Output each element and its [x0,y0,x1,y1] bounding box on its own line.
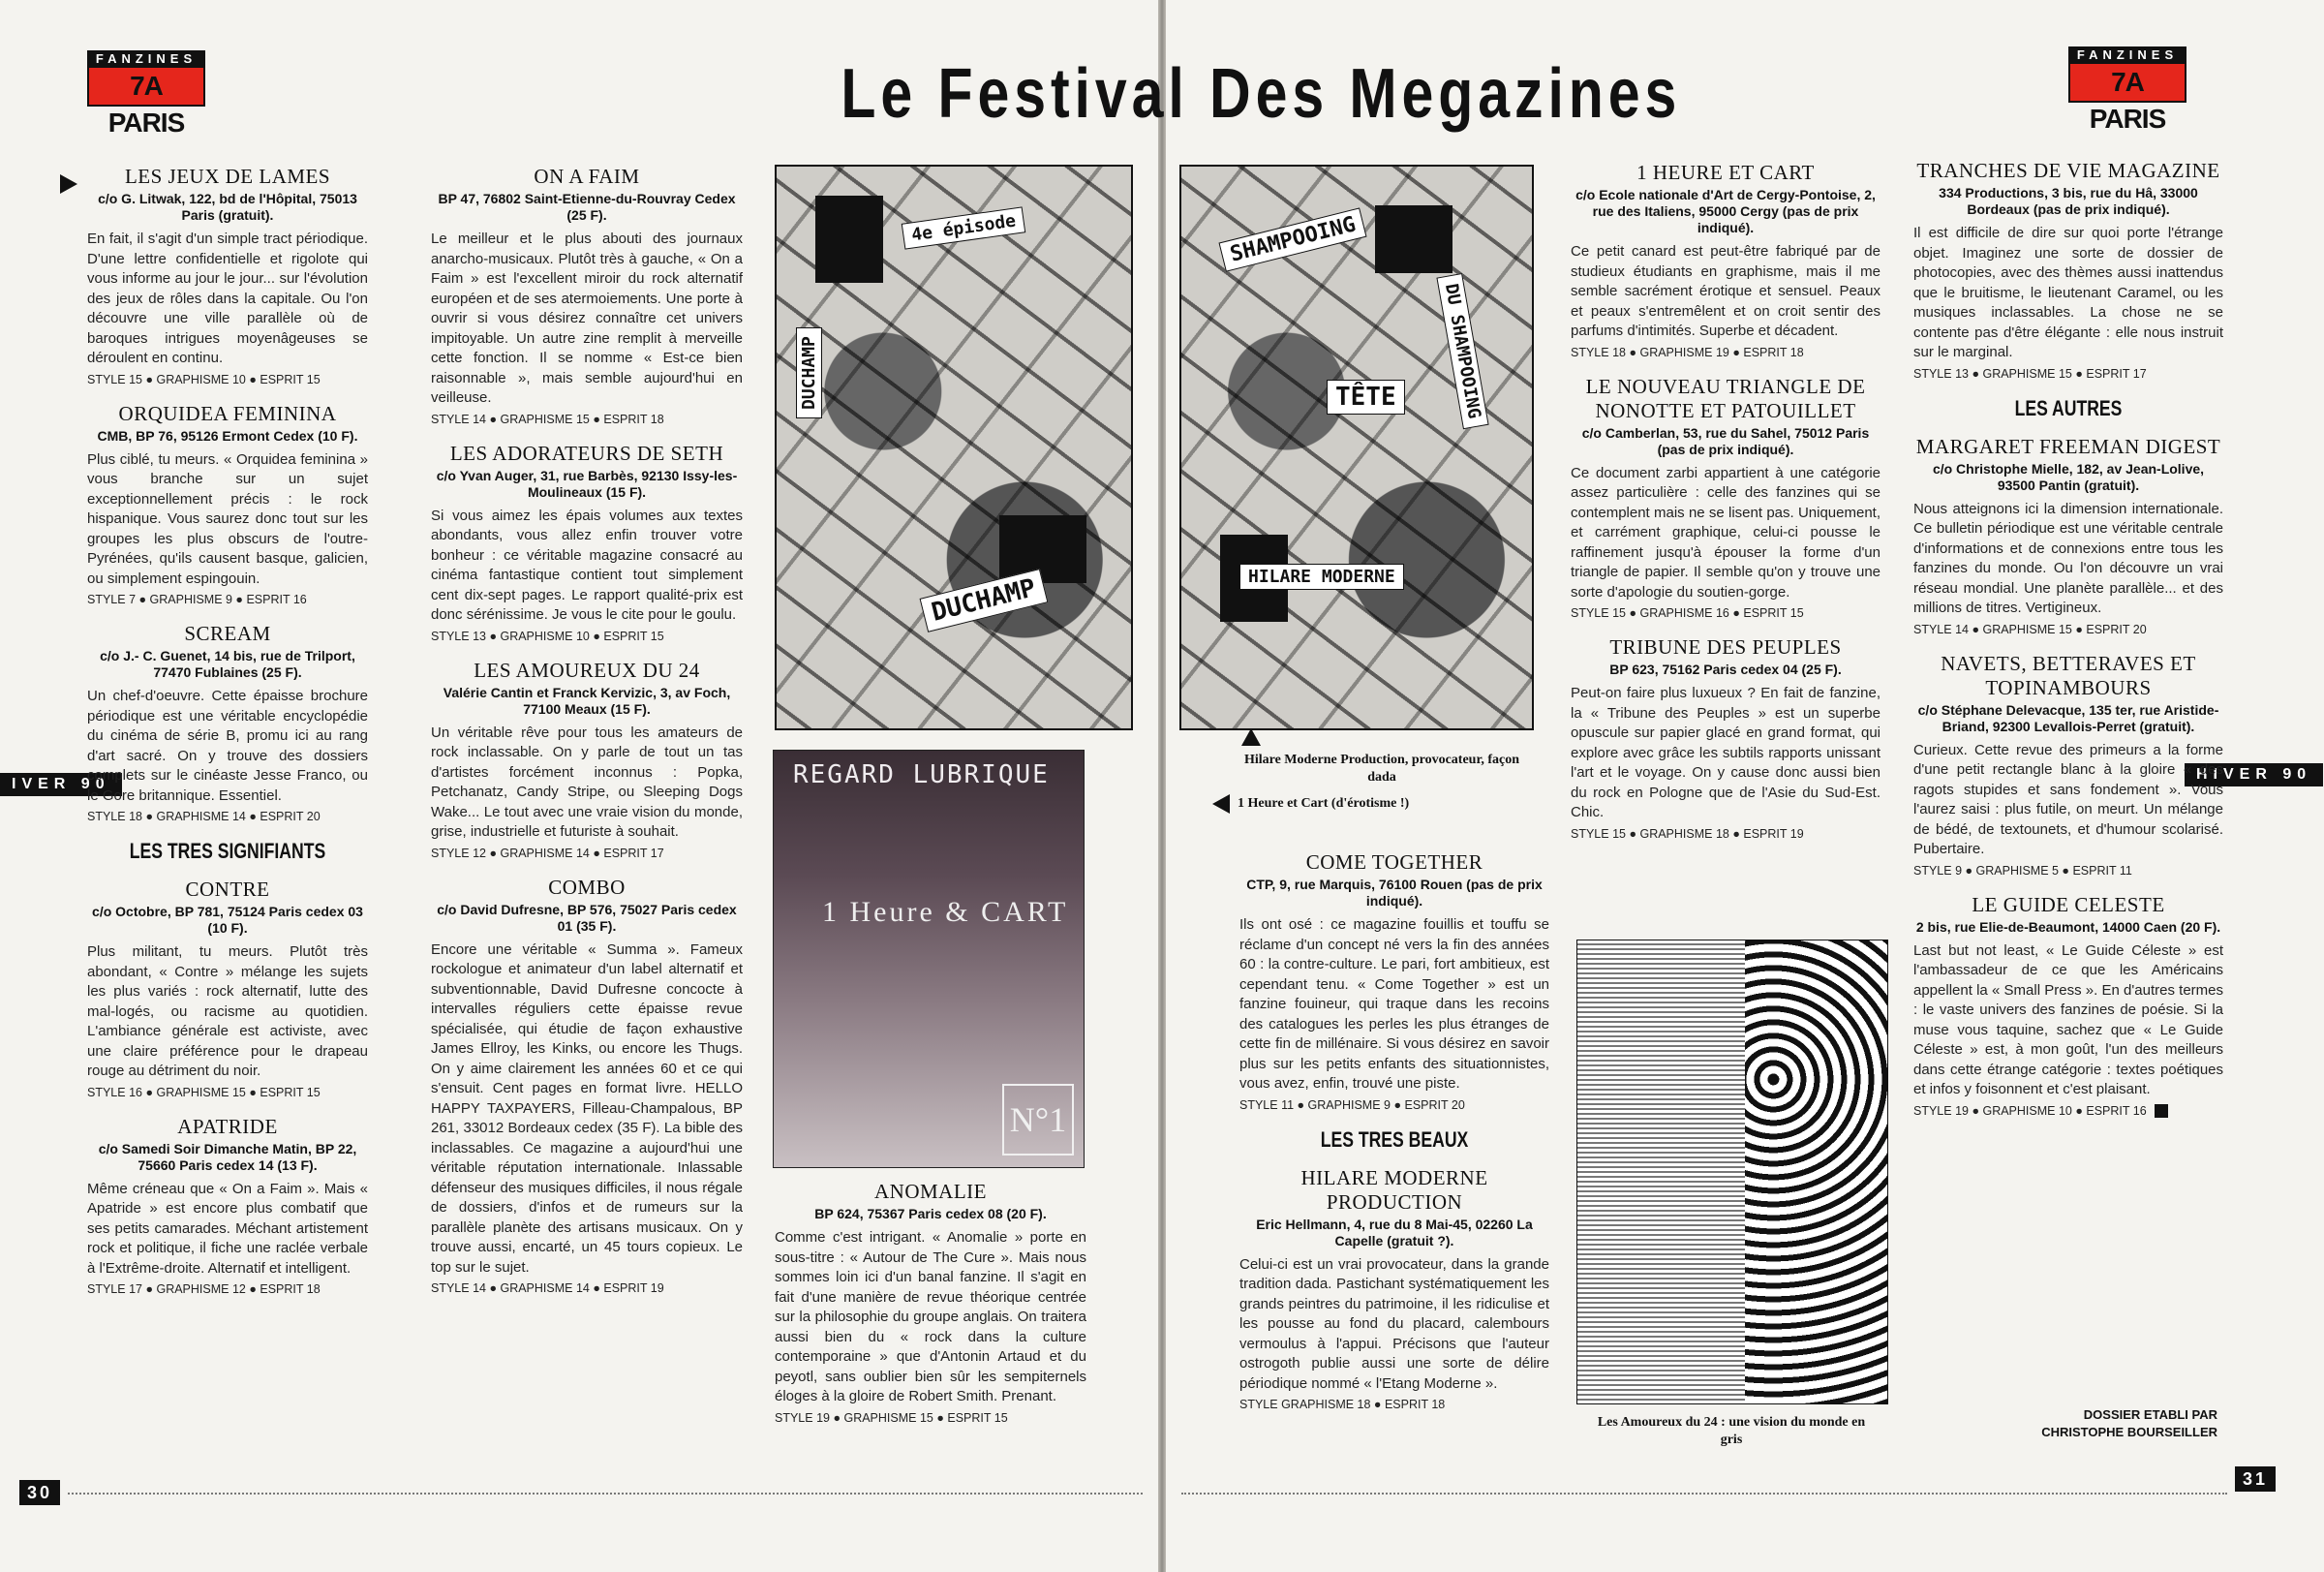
season-tag-right: HIVER 90 [2185,763,2323,786]
entry-ratings: STYLE 18 ● GRAPHISME 14 ● ESPRIT 20 [87,810,321,823]
entry-body: Ce document zarbi appartient à une catégorie assez particulière : celle des fanzines qui se contemplent mais ne se lisent pas. Uniquement, et carrément graphique, celui-ci pousse le raffinement jusqu'à épouser la forme d'un triangle de papier. Il semble qu'on y trouve une sorte d'apologie du soutien-gorge. [1571,464,1881,601]
entry-address: Eric Hellmann, 4, rue du 8 Mai-45, 02260 La Capelle (gratuit ?). [1256,1216,1533,1248]
entry-title: LES JEUX DE LAMES [124,165,331,188]
fanzine-entry [1239,1166,1549,1412]
caption-heure-row [1212,794,1409,814]
page-number-right: 31 [2235,1466,2276,1492]
entry-title: MARGARET FREEMAN DIGEST [1915,434,2221,458]
footer-rule-left [68,1493,1143,1495]
fanzines-tag-right [2068,46,2186,134]
fanzine-entry [1913,159,2223,381]
collage-strip: DUCHAMP [920,569,1048,632]
fanzine-entry [775,1180,1086,1425]
spine-gutter [1158,0,1166,1572]
entry-body: Ce petit canard est peut-être fabriqué par de studieux étudiants en graphisme, mais il me semble sacrément érotique et sensuel. Peaux et peaux s'entremêlent et on croit sentir des parfums d'intimités. Superbe et décadent. [1571,243,1881,339]
entry-ratings: STYLE 14 ● GRAPHISME 15 ● ESPRIT 18 [431,412,664,426]
entry-address: c/o Yvan Auger, 31, rue Barbès, 92130 Issy-les-Moulineaux (15 F). [436,467,738,500]
entry-body: Même créneau que « On a Faim ». Mais « Apatride » est encore plus combatif que ses petits camarades. Méchant artistement rock et politique, il fiche une raclée verbale à l'Extrême-droite. Alternatif et intelligent. [87,1180,368,1277]
column-4b [1239,850,1549,1427]
entry-address: 334 Productions, 3 bis, rue du Hâ, 33000 Bordeaux (pas de prix indiqué). [1939,185,2198,217]
fanzines-label: FANZINES [2068,46,2186,64]
entry-ratings: STYLE 7 ● GRAPHISME 9 ● ESPRIT 16 [87,593,307,606]
fanzine-entry [1913,435,2223,636]
entry-address: c/o David Dufresne, BP 576, 75027 Paris cedex 01 (35 F). [437,901,737,934]
entry-title: COME TOGETHER [1305,850,1483,874]
entry-ratings: STYLE 16 ● GRAPHISME 15 ● ESPRIT 15 [87,1085,321,1099]
entry-ratings: STYLE 19 ● GRAPHISME 10 ● ESPRIT 16 [1913,1104,2223,1119]
column-4 [1571,161,1881,856]
entry-address: BP 623, 75162 Paris cedex 04 (25 F). [1609,662,1842,677]
fanzine-entry [1239,850,1549,1112]
entry-title: 1 HEURE ET CART [1636,161,1815,184]
entry-address: c/o G. Litwak, 122, bd de l'Hôpital, 75013 Paris (gratuit). [98,191,357,223]
entry-title: ON A FAIM [534,165,640,188]
entry-ratings: STYLE 13 ● GRAPHISME 10 ● ESPRIT 15 [431,629,664,643]
entry-ratings: STYLE 14 ● GRAPHISME 15 ● ESPRIT 20 [1913,622,2147,636]
arrow-right-icon [60,174,77,194]
spread-title: Le Festival Des Megazines [841,55,1682,133]
section-badge: 7A PARIS [87,68,205,107]
entry-address: c/o Christophe Mielle, 182, av Jean-Lolive, 93500 Pantin (gratuit). [1932,460,2205,493]
entry-address: CMB, BP 76, 95126 Ermont Cedex (10 F). [97,427,358,444]
fanzine-entry [431,659,743,860]
entry-title: COMBO [548,875,626,899]
credit-line2: CHRISTOPHE BOURSEILLER [2041,1425,2217,1439]
fanzine-entry [1571,161,1881,359]
entry-address: c/o Camberlan, 53, rue du Sahel, 75012 Paris (pas de prix indiqué). [1581,424,1870,457]
entry-body: Celui-ci est un vrai provocateur, dans la grande tradition dada. Pastichant systématiquement les grands peintres du patrimoine, il les ridiculise et les pousse au fond du placard, calembours vermoulus à l'appui. Précisons que l'auteur ostrogoth publie aussi une sorte de délire périodique nommé « l'Etang Moderne ». [1239,1255,1549,1392]
entry-body: Si vous aimez les épais volumes aux textes abondants, vous allez enfin trouver votre bonheur : ce véritable magazine consacré au cinéma fantastique contient tout simplement cent dix-sept pages. Le rapport qualité-prix est donc sérénissime. Je vous le cite pour le goulu. [431,507,743,623]
entry-address: BP 47, 76802 Saint-Etienne-du-Rouvray Cedex (25 F). [438,191,736,223]
section-badge: 7A PARIS [2068,64,2186,103]
fanzine-entry [87,1115,368,1297]
collage-strip: 4e épisode [902,206,1026,249]
credit-line1: DOSSIER ETABLI PAR [2083,1407,2217,1422]
entry-body: Il est difficile de dire sur quoi porte l'étrange objet. Imaginez une sorte de dossier de photocopies, avec des thèmes aussi inattendus que le bruitisme, le lieutenant Caramel, ou les musiques inclassables. La chose ne se contente pas d'être élégante : elle nous instruit sur le marginal. [1913,225,2223,360]
entry-body: Comme c'est intrigant. « Anomalie » porte en sous-titre : « Autour de The Cure ». Mais nous sommes loin ici d'un banal fanzine. Il s'agit en fait d'une manière de revue théorique centrée sur la philosophie du groupe anglais. On traitera aussi bien du « rock dans la culture contemporaine » que d'Antonin Artaud et du peyotl, sans oublier bien sûr les sempiternels éloges à la gloire de Robert Smith. Prenant. [775,1229,1086,1404]
dossier-credit [1937,1406,2217,1441]
caption-heure: 1 Heure et Cart (d'érotisme !) [1238,796,1410,811]
fanzine-entry [87,402,368,607]
fanzine-entry [87,165,368,386]
fanzine-entry [87,878,368,1099]
entry-address: Valérie Cantin et Franck Kervizic, 3, av Foch, 77100 Meaux (15 F). [443,684,731,717]
entry-ratings: STYLE GRAPHISME 18 ● ESPRIT 18 [1239,1398,1446,1411]
collage-strip: TÊTE [1327,380,1405,415]
entry-ratings: STYLE 18 ● GRAPHISME 19 ● ESPRIT 18 [1571,345,1804,359]
fanzines-label: FANZINES [87,50,205,68]
entry-ratings: STYLE 12 ● GRAPHISME 14 ● ESPRIT 17 [431,846,664,860]
entry-title: TRIBUNE DES PEUPLES [1609,635,1842,659]
column-3 [775,1180,1086,1440]
page-number-left: 30 [19,1480,60,1505]
fanzine-entry [1913,652,2223,878]
entry-address: c/o Octobre, BP 781, 75124 Paris cedex 03 (10 F). [92,904,363,936]
entry-body: Un véritable rêve pour tous les amateurs de rock inclassable. On y parle de tout un tas d'artistes forcément inconnus : Popka, Petchanatz, Candy Stripe, ou Sleeping Dogs Wake... Le tout avec une vraie vision du monde, grise, industrielle et futuriste à souhait. [431,724,743,840]
entry-ratings: STYLE 19 ● GRAPHISME 15 ● ESPRIT 15 [775,1410,1008,1425]
entry-title: APATRIDE [177,1114,278,1138]
arrow-up-icon [1241,728,1261,746]
entry-body: Plus ciblé, tu meurs. « Orquidea feminina » vous branche sur un sujet exceptionnellement précis : le rock hispanique. Vous saurez donc tout sur les groupes les plus obscurs de l'outre-Pyrénées, qu'ils causent basque, galicien, ou simplement espingouin. [87,450,368,587]
entry-title: LES ADORATEURS DE SETH [449,441,724,465]
entry-ratings: STYLE 11 ● GRAPHISME 9 ● ESPRIT 20 [1239,1097,1465,1112]
section-heading: LES TRES BEAUX [1320,1126,1469,1152]
entry-address: c/o Samedi Soir Dimanche Matin, BP 22, 75660 Paris cedex 14 (13 F). [98,1140,357,1173]
amoureux-image [1576,940,1888,1404]
entry-address: CTP, 9, rue Marquis, 76100 Rouen (pas de prix indiqué). [1246,877,1543,909]
collage-strip: DU SHAMPOOING [1436,273,1488,429]
column-2 [431,165,743,1310]
caption-amoureux: Les Amoureux du 24 : une vision du monde en gris [1597,1415,1866,1447]
entry-ratings: STYLE 17 ● GRAPHISME 12 ● ESPRIT 18 [87,1282,321,1296]
caption-hilare-pointer [1241,728,1261,746]
collage-image-right [1179,165,1534,730]
entry-ratings: STYLE 9 ● GRAPHISME 5 ● ESPRIT 11 [1913,863,2132,878]
entry-body: En fait, il s'agit d'un simple tract périodique. D'une lettre confidentielle et rigolote qui vous informe au jour le jour... sur l'évolution des jeux de rôles dans la capitale. Ou l'on découvre une ville parallèle où de baroques intrigues moyenâgeuses se déroulent en continu. [87,231,368,366]
entry-ratings: STYLE 15 ● GRAPHISME 18 ● ESPRIT 19 [1571,826,1804,841]
entry-title: ANOMALIE [874,1180,987,1203]
entry-address: c/o J.- C. Guenet, 14 bis, rue de Trilport, 77470 Fublaines (25 F). [100,648,355,680]
fanzine-entry [87,622,368,823]
entry-title: CONTRE [185,878,270,901]
entry-title: ORQUIDEA FEMININA [118,401,337,425]
end-mark-icon [2155,1104,2168,1118]
collage-strip: DUCHAMP [796,327,822,418]
collage-image-left [775,165,1133,730]
amoureux-pattern [1745,940,1887,1403]
entry-ratings: STYLE 15 ● GRAPHISME 10 ● ESPRIT 15 [87,372,321,386]
collage-strip: SHAMPOOING [1218,207,1366,271]
section-heading: LES TRES SIGNIFIANTS [129,839,326,863]
entry-address: c/o Ecole nationale d'Art de Cergy-Pontoise, 2, rue des Italiens, 95000 Cergy (pas de prix indiqué). [1575,187,1876,235]
caption-hilare: Hilare Moderne Production, provocateur, façon dada [1243,753,1520,785]
regard-heure: 1 Heure & CART [822,896,1069,928]
entry-address: c/o Stéphane Delevacque, 135 ter, rue Aristide-Briand, 92300 Levallois-Perret (gratuit). [1917,701,2219,734]
entry-title: LE GUIDE CELESTE [1972,892,2165,916]
fanzine-entry [1571,375,1881,621]
entry-title: NAVETS, BETTERAVES ET TOPINAMBOURS [1941,651,2196,699]
entry-body: Peut-on faire plus luxueux ? En fait de fanzine, la « Tribune des Peuples » est un superbe opuscule sur papier glacé en grand format, qui explore avec grâce les subtils rapports unissant l'art et le voyage. On y cause donc aussi bien du rock en Pologne que de l'Asie du Sud-Est. Chic. [1571,685,1881,820]
entry-body: Ils ont osé : ce magazine fouillis et touffu se réclame d'un concept né vers la fin des années 60 : la contre-culture. Le pari, fort ambitieux, est cependant tenu. « Come Together » est un fanzine fouineur, qui traque dans les recoins des catalogues les perles les plus étranges de cette fin de millénaire. Si vous désirez en savoir plus sur les petits enfants des situationnistes, vous avez, enfin, trouvé une piste. [1239,916,1549,1092]
fanzines-tag-left [87,50,205,138]
regard-no: N°1 [1002,1084,1074,1156]
entry-ratings: STYLE 13 ● GRAPHISME 15 ● ESPRIT 17 [1913,366,2147,381]
fanzine-entry [1913,893,2223,1119]
entry-body: Encore une véritable « Summa ». Fameux rockologue et animateur d'un label alternatif et subventionnable, David Dufresne concocte à intervalles réguliers cette épaisse revue spécialisée, qui étudie de façon exhaustive James Ellroy, les Kinks, ou encore les Thugs. On y aime clairement les années 60 et ce qui s'ensuit. Cent pages en format livre. HELLO HAPPY TAXPAYERS, Filleau-Champalous, BP 261, 33012 Bordeaux cedex (35 F). La bible des inclassables. Ce magazine a aujourd'hui une véritable réputation internationale. Inlassable défenseur des musiques difficiles, il nous régale de dossiers, d'infos et de rumeurs sur la parallèle planète des artisans musicaux. On y trouve aussi, encarté, un 45 tours copieux. Le top sur le sujet. [431,940,743,1276]
entry-title: TRANCHES DE VIE MAGAZINE [1916,159,2220,182]
entry-title: LES AMOUREUX DU 24 [474,658,700,682]
entry-body: Plus militant, tu meurs. Plutôt très abondant, « Contre » mélange les sujets les plus variés : rock alternatif, lutte des mal-logés, ou racisme au quotidien. L'ambiance générale est activiste, avec une claire préférence pour le drapeau rouge au détriment du noir. [87,943,368,1079]
entry-body: Curieux. Cette revue des primeurs a la forme d'une petit rectangle blanc à la gloire « des ragots stupides et sans fondement ». Vous l'aurez saisi : plus futile, on meurt. Un mélange de bédé, de textounets, et d'humour scolarisé. Pubertaire. [1913,741,2223,857]
entry-title: LE NOUVEAU TRIANGLE DE NONOTTE ET PATOUILLET [1585,374,1866,422]
regard-title: REGARD LUBRIQUE [793,760,1050,789]
entry-address: BP 624, 75367 Paris cedex 08 (20 F). [814,1206,1047,1221]
season-tag-left: IVER 90 [0,773,122,796]
entry-body: Last but not least, « Le Guide Céleste » est l'ambassadeur de ce que les Américains appellent la « Small Press ». En d'autres termes : le vaste univers des fanzines de poésie. Si la muse vous taquine, sachez que « Le Guide Céleste » est, à mon goût, l'un des meilleurs dans cette étrange catégorie : textes poétiques et infos y foisonnent et c'est plaisant. [1913,941,2223,1097]
fanzine-entry [1571,635,1881,841]
arrow-left-icon [1212,794,1230,814]
collage-strip: HILARE MODERNE [1239,564,1404,590]
entry-address: 2 bis, rue Elie-de-Beaumont, 14000 Caen (20 F). [1915,918,2221,935]
entry-ratings: STYLE 14 ● GRAPHISME 14 ● ESPRIT 19 [431,1281,664,1295]
fanzine-entry [431,165,743,426]
entry-ratings: STYLE 15 ● GRAPHISME 16 ● ESPRIT 15 [1571,606,1804,620]
footer-rule-right [1181,1493,2227,1495]
column-1 [87,165,368,1311]
fanzine-entry [431,876,743,1296]
column-5 [1913,159,2223,1133]
entry-body: Un chef-d'oeuvre. Cette épaisse brochure périodique est une véritable encyclopédie du cinéma de série B, promu ici au rang d'art sacré. On y trouve des dossiers complets sur le cinéaste Jesse Franco, ou le Gore britannique. Essentiel. [87,688,368,804]
entry-body: Le meilleur et le plus abouti des journaux anarcho-musicaux. Plutôt très à gauche, « On a Faim » est l'excellent miroir du rock alternatif européen et de ses atermoiements. Une porte à ouvrir si vous désirez connaître cet univers impitoyable. Un autre zine remplit à merveille cette fonction. Il se nomme « Est-ce bien raisonnable », mais semble aujourd'hui en veilleuse. [431,231,743,406]
entry-body: Nous atteignons ici la dimension internationale. Ce bulletin périodique est une véritable centrale d'informations et de connexions entre tous les fanzines du monde. Ou l'on découvre un vrai réseau mondial. Une planète parallèle... et des millions de titres. Vertigineux. [1913,500,2223,616]
entry-title: SCREAM [184,622,271,645]
entry-title: HILARE MODERNE PRODUCTION [1300,1165,1488,1214]
regard-lubrique-image [773,750,1085,1168]
section-heading: LES AUTRES [2014,395,2123,420]
fanzine-entry [431,442,743,643]
